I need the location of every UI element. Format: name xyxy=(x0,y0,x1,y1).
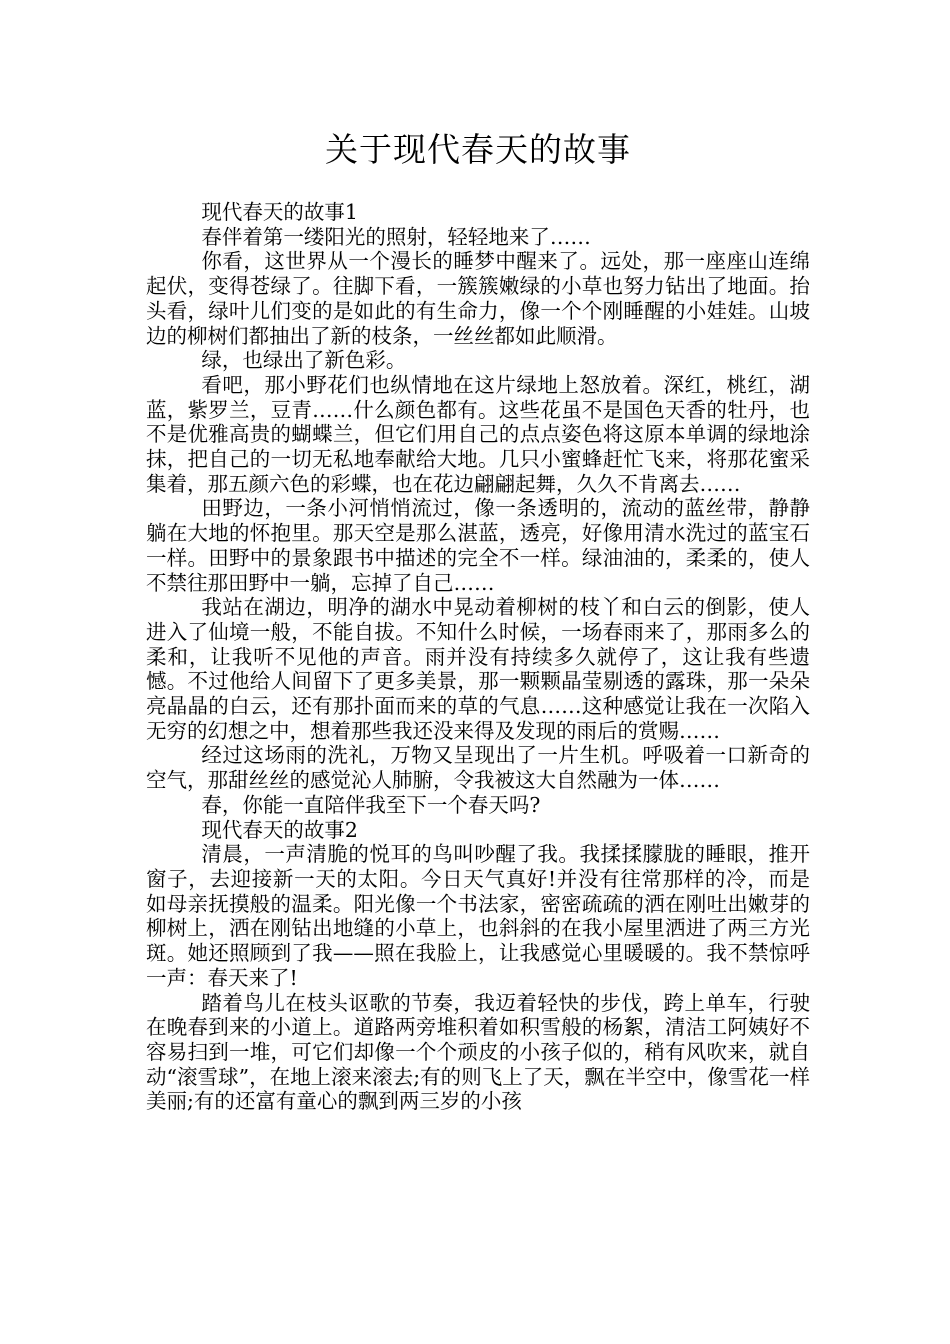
paragraph: 经过这场雨的洗礼，万物又呈现出了一片生机。呼吸着一口新奇的空气，那甜丝丝的感觉沁人肺腑，令我被这大自然融为一体…… xyxy=(146,743,810,793)
paragraph: 清晨，一声清脆的悦耳的鸟叫吵醒了我。我揉揉朦胧的睡眼，推开窗子，去迎接新一天的太阳。今日天气真好!并没有往常那样的冷，而是如母亲抚摸般的温柔。阳光像一个书法家，密密疏疏的洒在刚吐出嫩芽的柳树上，洒在刚钻出地缝的小草上，也斜斜的在我小屋里洒进了两三方光斑。她还照顾到了我——照在我脸上，让我感觉心里暖暖的。我不禁惊呼一声：春天来了! xyxy=(146,842,810,990)
paragraph: 春伴着第一缕阳光的照射，轻轻地来了…… xyxy=(201,224,591,249)
section-heading-1: 现代春天的故事1 xyxy=(201,200,358,224)
document-body xyxy=(146,200,810,1114)
paragraph: 你看，这世界从一个漫长的睡梦中醒来了。远处，那一座座山连绵起伏，变得苍绿了。往脚下看，一簇簇嫩绿的小草也努力钻出了地面。抬头看，绿叶儿们变的是如此的有生命力，像一个个刚睡醒的小娃娃。山坡边的柳树们都抽出了新的枝条，一丝丝都如此顺滑。 xyxy=(146,249,810,348)
paragraph: 田野边，一条小河悄悄流过，像一条透明的，流动的蓝丝带，静静躺在大地的怀抱里。那天空是那么湛蓝，透亮，好像用清水洗过的蓝宝石一样。田野中的景象跟书中描述的完全不一样。绿油油的，柔柔的，使人不禁往那田野中一躺，忘掉了自己…… xyxy=(146,496,810,595)
document-title: 关于现代春天的故事 xyxy=(325,130,631,169)
paragraph: 春，你能一直陪伴我至下一个春天吗? xyxy=(201,792,541,817)
paragraph: 绿，也绿出了新色彩。 xyxy=(201,348,407,373)
paragraph: 看吧，那小野花们也纵情地在这片绿地上怒放着。深红，桃红，湖蓝，紫罗兰，豆青……什么颜色都有。这些花虽不是国色天香的牡丹，也不是优雅高贵的蝴蝶兰，但它们用自己的点点姿色将这原本单调的绿地涂抹，把自己的一切无私地奉献给大地。几只小蜜蜂赶忙飞来，将那花蜜采集着，那五颜六色的彩蝶，也在花边翩翩起舞，久久不肯离去…… xyxy=(146,372,810,496)
paragraph: 我站在湖边，明净的湖水中晃动着柳树的枝丫和白云的倒影，使人进入了仙境一般，不能自拔。不知什么时候，一场春雨来了，那雨多么的柔和，让我听不见他的声音。雨并没有持续多久就停了，这让我有些遗憾。不过他给人间留下了更多美景，那一颗颗晶莹剔透的露珠，那一朵朵亮晶晶的白云，还有那扑面而来的草的气息……这种感觉让我在一次陷入无穷的幻想之中，想着那些我还没来得及发现的雨后的赏赐…… xyxy=(146,595,810,743)
section-heading-2: 现代春天的故事2 xyxy=(201,817,358,842)
paragraph: 踏着鸟儿在枝头讴歌的节奏，我迈着轻快的步伐，跨上单车，行驶在晚春到来的小道上。道路两旁堆积着如积雪般的杨絮，清洁工阿姨好不容易扫到一堆，可它们却像一个个顽皮的小孩子似的，稍有风吹来，就自动“滚雪球”，在地上滚来滚去;有的则飞上了天，飘在半空中，像雪花一样美丽;有的还富有童心的飘到两三岁的小孩 xyxy=(146,990,810,1114)
